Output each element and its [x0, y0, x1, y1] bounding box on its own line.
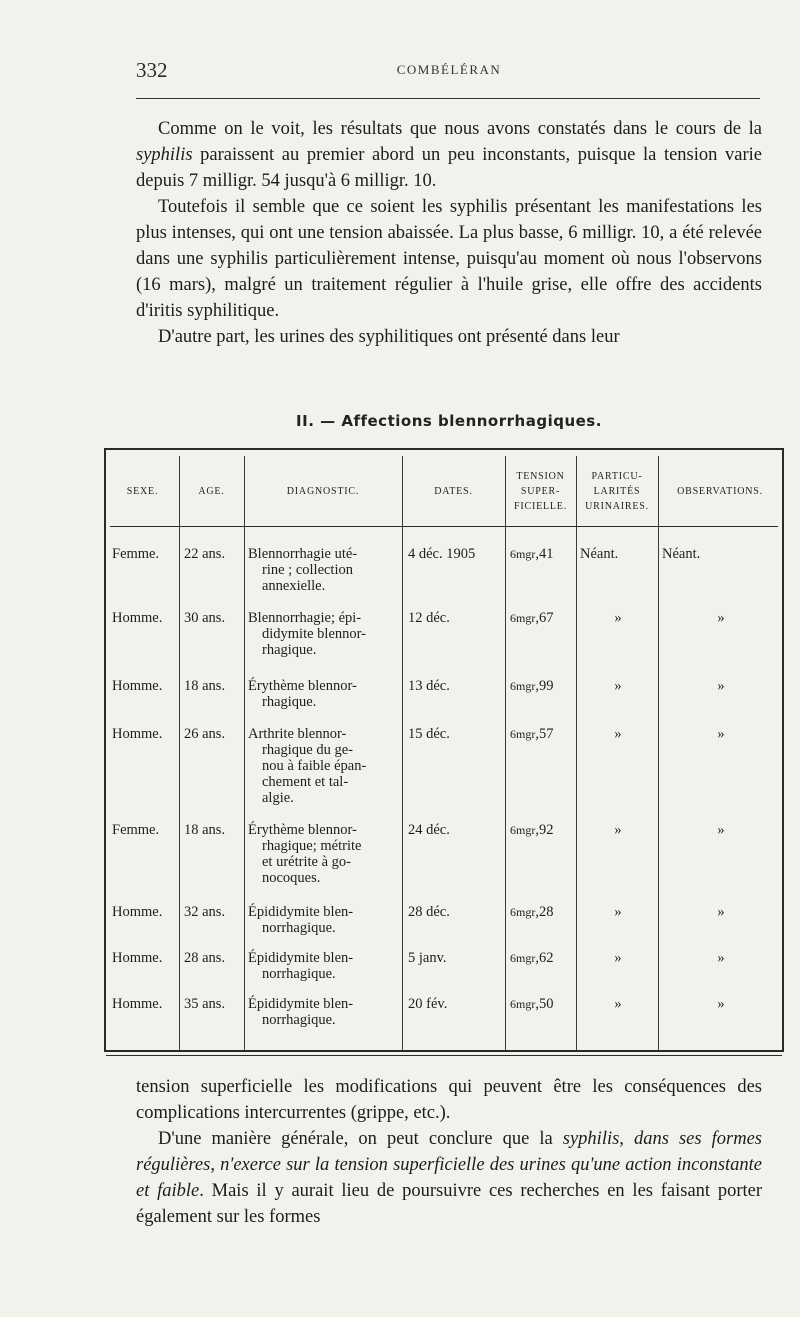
diagnostic-line: rine ; collection	[262, 562, 353, 578]
paragraph-1-text-a: Comme on le voit, les résultats que nous avons constatés dans le cours de la	[158, 119, 762, 139]
diagnostic-line: rhagique; métrite	[262, 838, 362, 854]
paragraph-5-text-c: . Mais il y aurait lieu de poursuivre ces recherches en les faisant porter également sur les formes	[136, 1181, 762, 1227]
tension-unit: 6mgr	[510, 905, 536, 919]
diagnostic-line: chement et tal-	[262, 774, 349, 790]
tension-value: ,50	[535, 996, 554, 1012]
header-tension	[505, 458, 576, 524]
cell-date: 24 déc.	[408, 822, 450, 838]
cell-observations: »	[717, 726, 725, 742]
paragraph-5	[136, 1126, 762, 1230]
tension-unit: 6mgr	[510, 823, 536, 837]
cell-observations: »	[717, 904, 725, 920]
cell-date: 13 déc.	[408, 678, 450, 694]
cell-age: 30 ans.	[184, 610, 226, 626]
bottom-text-block	[136, 1074, 762, 1230]
cell-age: 35 ans.	[184, 996, 226, 1012]
cell-age: 22 ans.	[184, 546, 226, 562]
column-divider	[402, 456, 403, 1050]
column-divider	[505, 456, 506, 1050]
diagnostic-line: didymite blennor-	[262, 626, 367, 642]
page-header	[136, 58, 762, 82]
diagnostic-line: Blennorrhagie; épi-	[248, 610, 362, 626]
cell-sexe: Homme.	[112, 904, 163, 920]
cell-diagnostic	[248, 822, 398, 886]
header-age: AGE.	[198, 485, 225, 497]
cell-tension	[510, 726, 576, 742]
cell-diagnostic	[248, 996, 398, 1028]
cell-age: 26 ans.	[184, 726, 226, 742]
paragraph-4: tension superficielle les modifications qui peuvent être les conséquences des complications intercurrentes (grippe, etc.).	[136, 1077, 762, 1123]
tension-value: ,28	[535, 904, 554, 920]
column-divider	[658, 456, 659, 1050]
cell-observations: »	[717, 822, 725, 838]
cell-observations: »	[717, 610, 725, 626]
cell-particularites: »	[614, 950, 622, 966]
cell-tension	[510, 996, 576, 1012]
paragraph-1-text-b: paraissent au premier abord un peu inconstants, puisque la tension varie depuis 7 milligr. 54 jusqu'à 6 milligr. 10.	[136, 145, 762, 191]
header-dates: DATES.	[434, 485, 473, 497]
cell-observations: »	[717, 996, 725, 1012]
cell-observations: »	[717, 950, 725, 966]
cell-diagnostic	[248, 546, 398, 594]
cell-date: 20 fév.	[408, 996, 448, 1012]
cell-diagnostic	[248, 678, 398, 710]
tension-unit: 6mgr	[510, 997, 536, 1011]
diagnostic-line: Épididymite blen-	[248, 904, 354, 920]
cell-date: 12 déc.	[408, 610, 450, 626]
cell-diagnostic	[248, 950, 398, 982]
cell-sexe: Homme.	[112, 726, 163, 742]
column-divider	[244, 456, 245, 1050]
cell-diagnostic	[248, 904, 398, 936]
tension-value: ,57	[535, 726, 554, 742]
header-partic-line: LARITÉS	[593, 485, 641, 497]
cell-tension	[510, 678, 576, 694]
cell-sexe: Homme.	[112, 610, 163, 626]
diagnostic-line: Blennorrhagie uté-	[248, 546, 358, 562]
header-sexe: SEXE.	[126, 485, 159, 497]
cell-particularites: »	[614, 996, 622, 1012]
cell-particularites: »	[614, 904, 622, 920]
cell-tension	[510, 610, 576, 626]
diagnostic-line: norrhagique.	[262, 1012, 336, 1028]
tension-value: ,92	[535, 822, 554, 838]
header-diagnostic: DIAGNOSTIC.	[286, 485, 360, 497]
paragraph-1-italic: syphilis	[136, 145, 193, 165]
diagnostic-line: annexielle.	[262, 578, 326, 594]
tension-unit: 6mgr	[510, 611, 536, 625]
tension-value: ,67	[535, 610, 554, 626]
paragraph-5-italic: syphilis	[562, 1129, 620, 1149]
cell-particularites: »	[614, 610, 622, 626]
diagnostic-line: nocoques.	[262, 870, 321, 886]
cell-age: 18 ans.	[184, 678, 226, 694]
cell-sexe: Femme.	[112, 822, 160, 838]
cell-date: 28 déc.	[408, 904, 450, 920]
tension-value: ,62	[535, 950, 554, 966]
cell-tension	[510, 904, 576, 920]
diagnostic-line: rhagique du ge-	[262, 742, 353, 758]
data-table	[104, 448, 784, 1052]
header-particularites	[576, 458, 658, 524]
page-number: 332	[136, 58, 168, 82]
cell-tension	[510, 950, 576, 966]
cell-date: 5 janv.	[408, 950, 447, 966]
diagnostic-line: Épididymite blen-	[248, 950, 354, 966]
header-tension-line: TENSION	[516, 470, 565, 482]
cell-age: 32 ans.	[184, 904, 226, 920]
header-tension-line: SUPER-	[520, 485, 561, 497]
tension-unit: 6mgr	[510, 727, 536, 741]
cell-diagnostic	[248, 726, 398, 806]
header-tension-line: FICIELLE.	[513, 500, 568, 512]
paragraph-5-text-a: D'une manière générale, on peut conclure que la	[158, 1129, 563, 1149]
header-observations: OBSERVATIONS.	[677, 485, 763, 497]
tension-unit: 6mgr	[510, 951, 536, 965]
cell-date: 15 déc.	[408, 726, 450, 742]
paragraph-2: Toutefois il semble que ce soient les syphilis présentant les manifestations les plus intenses, qui ont une tension abaissée. La plus basse, 6 milligr. 10, a été relevée dans une syphilis particulièrement intense, puisqu'au moment où nous l'observons (16 mars), malgré un traitement régulier à l'huile grise, elle offre des accidents d'iritis syphilitique.	[136, 197, 762, 321]
diagnostic-line: rhagique.	[262, 694, 317, 710]
cell-particularites: Néant.	[580, 546, 619, 562]
paragraph-5-italic: , dans ses formes régulières	[136, 1129, 762, 1175]
diagnostic-line: Érythème blennor-	[248, 822, 357, 838]
cell-diagnostic	[248, 610, 398, 658]
diagnostic-line: Épididymite blen-	[248, 996, 354, 1012]
cell-tension	[510, 546, 576, 562]
tension-value: ,41	[535, 546, 554, 562]
cell-sexe: Homme.	[112, 678, 163, 694]
diagnostic-line: nou à faible épan-	[262, 758, 367, 774]
diagnostic-line: norrhagique.	[262, 966, 336, 982]
running-title: COMBÉLÉRAN	[396, 62, 502, 77]
paragraph-3: D'autre part, les urines des syphilitiques ont présenté dans leur	[158, 327, 620, 347]
tension-value: ,99	[535, 678, 554, 694]
header-divider	[110, 526, 778, 527]
cell-particularites: »	[614, 678, 622, 694]
diagnostic-line: Érythème blennor-	[248, 678, 357, 694]
diagnostic-line: algie.	[262, 790, 294, 806]
cell-age: 18 ans.	[184, 822, 226, 838]
column-divider	[179, 456, 180, 1050]
cell-particularites: »	[614, 726, 622, 742]
tension-unit: 6mgr	[510, 679, 536, 693]
header-rule	[136, 98, 760, 99]
paragraph-1	[136, 116, 762, 194]
paragraph-5-italic: n'exerce sur la tension superficielle des urines qu'une action inconstante et faible	[136, 1155, 763, 1201]
top-text-block	[136, 116, 762, 350]
diagnostic-line: Arthrite blennor-	[248, 726, 347, 742]
paragraph-5-text-b: ,	[210, 1155, 221, 1175]
cell-particularites: »	[614, 822, 622, 838]
cell-sexe: Homme.	[112, 996, 163, 1012]
header-partic-line: PARTICU-	[591, 470, 643, 482]
diagnostic-line: rhagique.	[262, 642, 317, 658]
header-partic-line: URINAIRES.	[585, 500, 649, 512]
tension-unit: 6mgr	[510, 547, 536, 561]
cell-observations: »	[717, 678, 725, 694]
diagnostic-line: et urétrite à go-	[262, 854, 351, 870]
diagnostic-line: norrhagique.	[262, 920, 336, 936]
cell-sexe: Homme.	[112, 950, 163, 966]
cell-sexe: Femme.	[112, 546, 160, 562]
cell-observations: Néant.	[662, 546, 701, 562]
cell-date: 4 déc. 1905	[408, 546, 476, 562]
cell-age: 28 ans.	[184, 950, 226, 966]
column-divider	[576, 456, 577, 1050]
section-title: II. — Affections blennorrhagiques.	[296, 412, 602, 430]
cell-tension	[510, 822, 576, 838]
